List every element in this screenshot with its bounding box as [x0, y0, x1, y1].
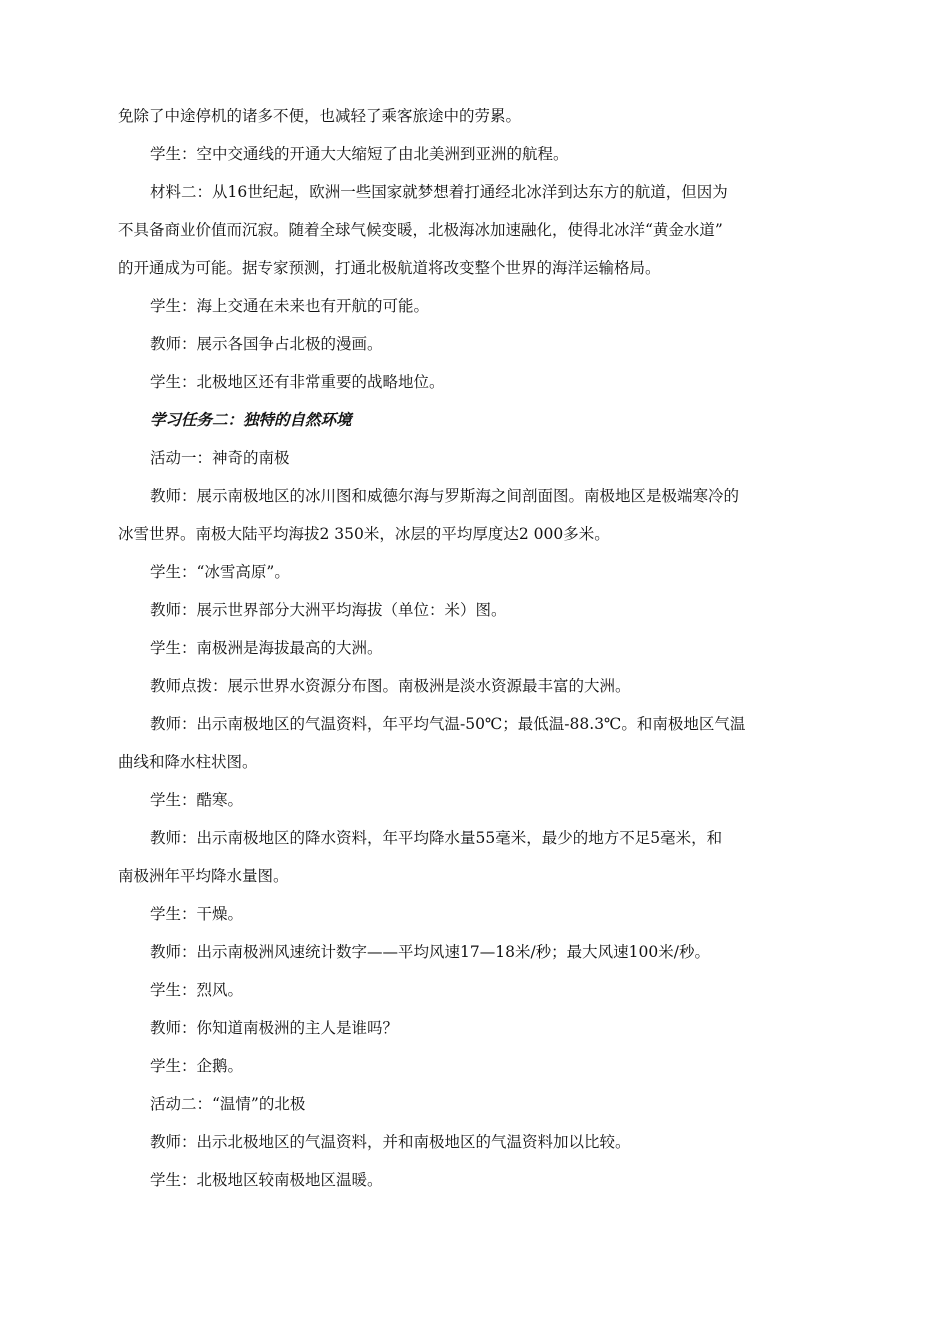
paragraph: 教师：展示南极地区的冰川图和威德尔海与罗斯海之间剖面图。南极地区是极端寒冷的: [150, 487, 740, 505]
paragraph: 学生：烈风。: [150, 981, 244, 999]
paragraph: 学生：北极地区还有非常重要的战略地位。: [150, 373, 445, 391]
paragraph: 不具备商业价值而沉寂。随着全球气候变暖，北极海冰加速融化，使得北冰洋“黄金水道”: [118, 221, 723, 239]
paragraph: 教师：展示各国争占北极的漫画。: [150, 335, 383, 353]
paragraph: 教师：出示南极地区的气温资料，年平均气温-50℃；最低温-88.3℃。和南极地区气温: [150, 715, 746, 733]
paragraph: 教师：出示南极洲风速统计数字——平均风速17—18米/秒；最大风速100米/秒。: [150, 943, 710, 961]
document-body: [118, 97, 834, 1199]
paragraph: 材料二：从16世纪起，欧洲一些国家就梦想着打通经北冰洋到达东方的航道，但因为: [150, 183, 728, 201]
activity-title: 活动一：神奇的南极: [150, 449, 290, 467]
paragraph: 教师点拨：展示世界水资源分布图。南极洲是淡水资源最丰富的大洲。: [150, 677, 631, 695]
paragraph: 学生：企鹅。: [150, 1057, 244, 1075]
activity-title: 活动二：“温情”的北极: [150, 1095, 306, 1113]
paragraph: 学生：南极洲是海拔最高的大洲。: [150, 639, 383, 657]
paragraph: 教师：出示北极地区的气温资料，并和南极地区的气温资料加以比较。: [150, 1133, 631, 1151]
paragraph: 教师：展示世界部分大洲平均海拔（单位：米）图。: [150, 601, 507, 619]
paragraph: 的开通成为可能。据专家预测，打通北极航道将改变整个世界的海洋运输格局。: [118, 259, 661, 277]
section-heading: 学习任务二：独特的自然环境: [150, 410, 352, 429]
paragraph: 学生：“冰雪高原”。: [150, 563, 290, 581]
paragraph: 学生：海上交通在未来也有开航的可能。: [150, 297, 430, 315]
paragraph: 曲线和降水柱状图。: [118, 753, 258, 771]
paragraph: 教师：你知道南极洲的主人是谁吗？: [150, 1019, 399, 1037]
paragraph: 南极洲年平均降水量图。: [118, 867, 289, 885]
paragraph: 学生：空中交通线的开通大大缩短了由北美洲到亚洲的航程。: [150, 145, 569, 163]
paragraph: 冰雪世界。南极大陆平均海拔2 350米，冰层的平均厚度达2 000多米。: [118, 525, 610, 543]
paragraph: 学生：北极地区较南极地区温暖。: [150, 1171, 383, 1189]
paragraph: 教师：出示南极地区的降水资料，年平均降水量55毫米，最少的地方不足5毫米，和: [150, 829, 723, 847]
paragraph: 学生：酷寒。: [150, 791, 244, 809]
paragraph: 学生：干燥。: [150, 905, 244, 923]
paragraph: 免除了中途停机的诸多不便，也减轻了乘客旅途中的劳累。: [118, 107, 522, 125]
